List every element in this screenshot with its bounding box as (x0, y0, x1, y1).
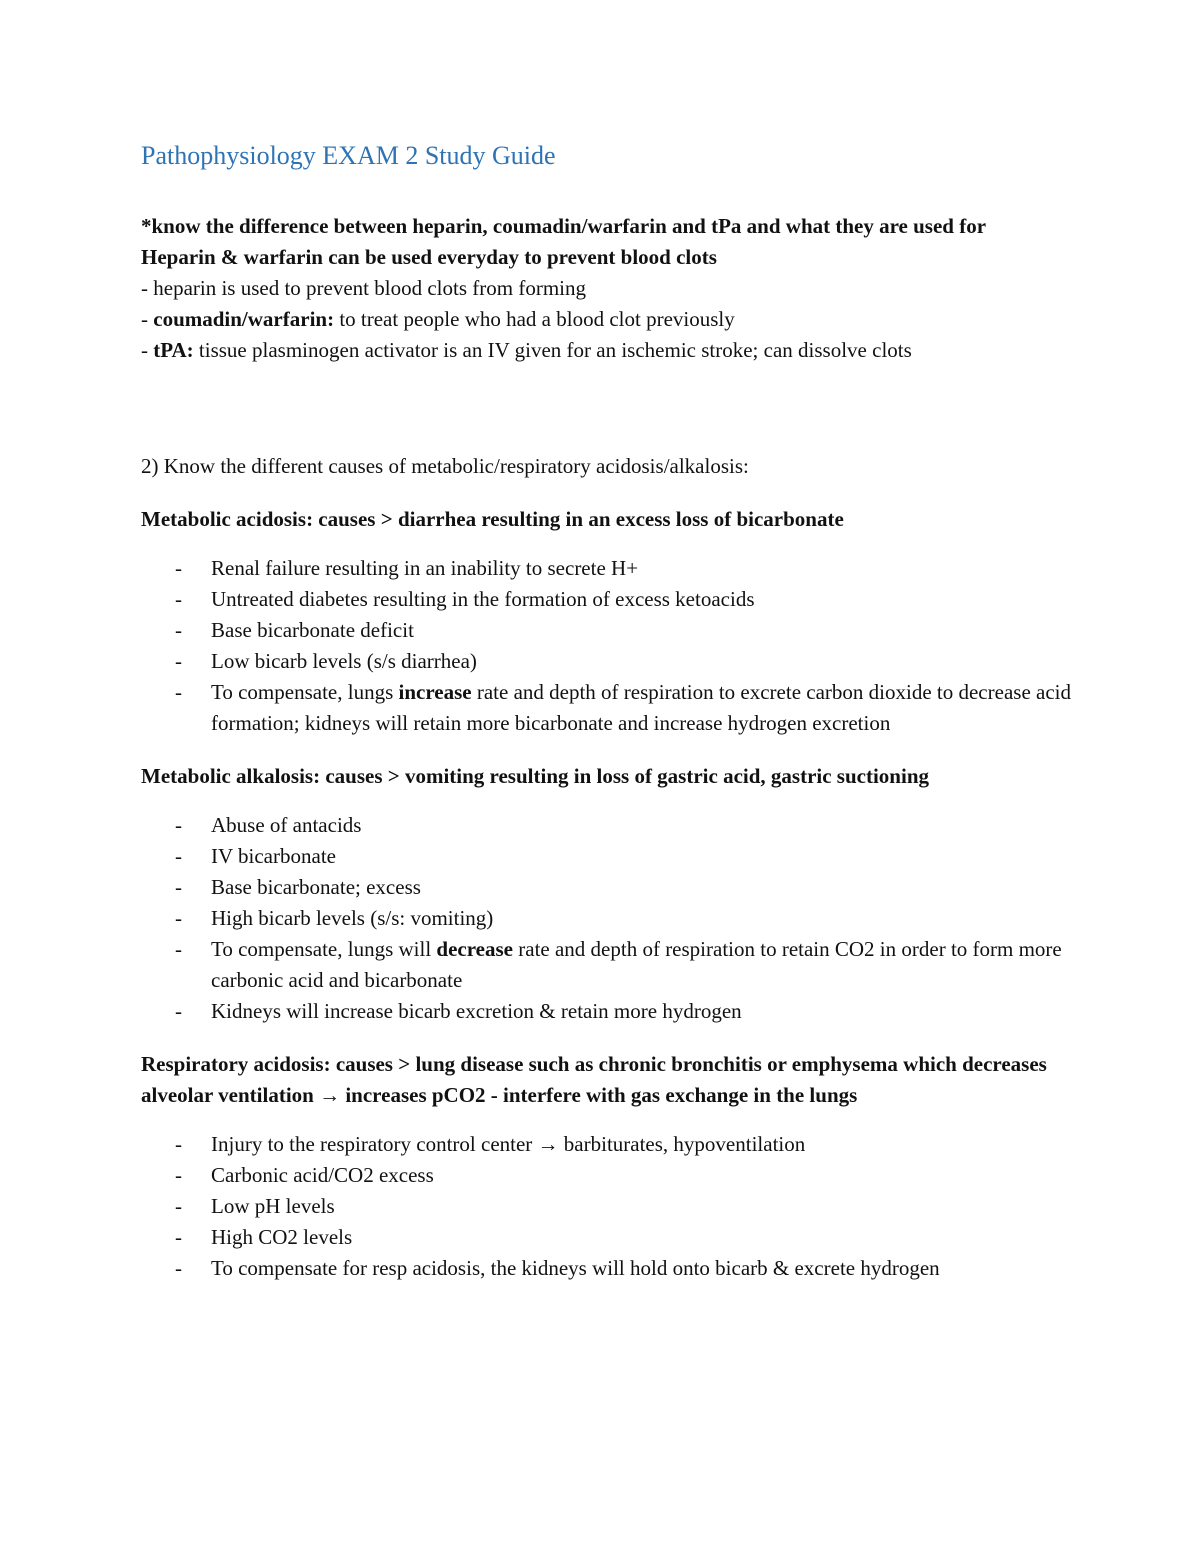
list-item (141, 584, 1071, 615)
coumadin-term: coumadin/warfarin: (153, 307, 335, 331)
list-item-text: To compensate for resp acidosis, the kidneys will hold onto bicarb & excrete hydrogen (211, 1256, 940, 1280)
metabolic-acidosis-heading: Metabolic acidosis: causes > diarrhea resulting in an excess loss of bicarbonate (141, 507, 844, 531)
list-item-text: Untreated diabetes resulting in the formation of excess ketoacids (211, 587, 755, 611)
list-item (141, 1191, 1071, 1222)
list-item-text: Injury to the respiratory control center → barbiturates, hypoventilation (211, 1132, 806, 1156)
dash-mark: - (175, 937, 182, 961)
question-2: 2) Know the different causes of metabolic/respiratory acidosis/alkalosis: (141, 454, 749, 478)
dash-mark: - (175, 680, 182, 704)
tpa-term: tPA: (153, 338, 194, 362)
list-item-text: Low pH levels (211, 1194, 335, 1218)
list-item-text: rate and depth of respiration to excrete carbon dioxide to decrease acid formation; kidneys will retain more bicarbonate and increase hydrogen excretion (211, 680, 1071, 735)
list-item-text: To compensate, lungs (211, 680, 399, 704)
list-item (141, 615, 1071, 646)
dash-mark: - (175, 844, 182, 868)
dash-mark: - (175, 556, 182, 580)
tpa-prefix: - (141, 338, 154, 362)
spacer (141, 366, 1071, 451)
dash-mark: - (175, 649, 182, 673)
page-title: Pathophysiology EXAM 2 Study Guide (141, 141, 556, 170)
spacer (141, 482, 1071, 504)
heparin-line: - heparin is used to prevent blood clots from forming (141, 276, 586, 300)
tpa-line (141, 335, 1071, 366)
tpa-rest: tissue plasminogen activator is an IV given for an ischemic stroke; can dissolve clots (193, 338, 912, 362)
know-difference-line: *know the difference between heparin, coumadin/warfarin and tPa and what they are used for (141, 214, 987, 238)
list-item (141, 872, 1071, 903)
list-item-text: To compensate, lungs will (211, 937, 437, 961)
list-item-text: rate and depth of respiration to retain CO2 in order to form more carbonic acid and bicarbonate (211, 937, 1062, 992)
metabolic-alkalosis-list (141, 810, 1071, 1027)
list-item (141, 1222, 1071, 1253)
respiratory-acidosis-heading: Respiratory acidosis: causes > lung disease such as chronic bronchitis or emphysema which decreases alveolar ventilation → increases pCO2 - interfere with gas exchange in the lungs (141, 1052, 1047, 1107)
list-item (141, 1160, 1071, 1191)
list-item-text: IV bicarbonate (211, 844, 336, 868)
list-item (141, 810, 1071, 841)
dash-mark: - (175, 906, 182, 930)
list-item-text: Abuse of antacids (211, 813, 362, 837)
dash-mark: - (175, 1194, 182, 1218)
dash-mark: - (175, 1163, 182, 1187)
list-item-text: Base bicarbonate; excess (211, 875, 421, 899)
dash-mark: - (175, 875, 182, 899)
list-item (141, 1253, 1071, 1284)
list-item (141, 903, 1071, 934)
list-item (141, 996, 1071, 1027)
list-item-text: Low bicarb levels (s/s diarrhea) (211, 649, 477, 673)
dash-mark: - (175, 1132, 182, 1156)
list-item-text: Carbonic acid/CO2 excess (211, 1163, 434, 1187)
list-item-text: High bicarb levels (s/s: vomiting) (211, 906, 494, 930)
list-item-text: Renal failure resulting in an inability to secrete H+ (211, 556, 639, 580)
coumadin-rest: to treat people who had a blood clot previously (334, 307, 735, 331)
list-item-text: Kidneys will increase bicarb excretion & retain more hydrogen (211, 999, 742, 1023)
respiratory-acidosis-list (141, 1129, 1071, 1284)
document-page (141, 138, 1071, 1306)
metabolic-acidosis-list (141, 553, 1071, 739)
coumadin-line (141, 304, 1071, 335)
dash-mark: - (175, 1256, 182, 1280)
list-item-text: High CO2 levels (211, 1225, 353, 1249)
dash-mark: - (175, 587, 182, 611)
list-item (141, 1129, 1071, 1160)
everyday-line: Heparin & warfarin can be used everyday to prevent blood clots (141, 245, 717, 269)
list-item (141, 841, 1071, 872)
list-item (141, 646, 1071, 677)
list-item (141, 553, 1071, 584)
dash-mark: - (175, 999, 182, 1023)
dash-mark: - (175, 618, 182, 642)
list-item (141, 934, 1071, 996)
emphasis-text: increase (398, 680, 472, 704)
coumadin-prefix: - (141, 307, 154, 331)
metabolic-alkalosis-heading: Metabolic alkalosis: causes > vomiting resulting in loss of gastric acid, gastric suctioning (141, 764, 929, 788)
list-item (141, 677, 1071, 739)
list-item-text: Base bicarbonate deficit (211, 618, 414, 642)
dash-mark: - (175, 1225, 182, 1249)
emphasis-text: decrease (436, 937, 513, 961)
dash-mark: - (175, 813, 182, 837)
